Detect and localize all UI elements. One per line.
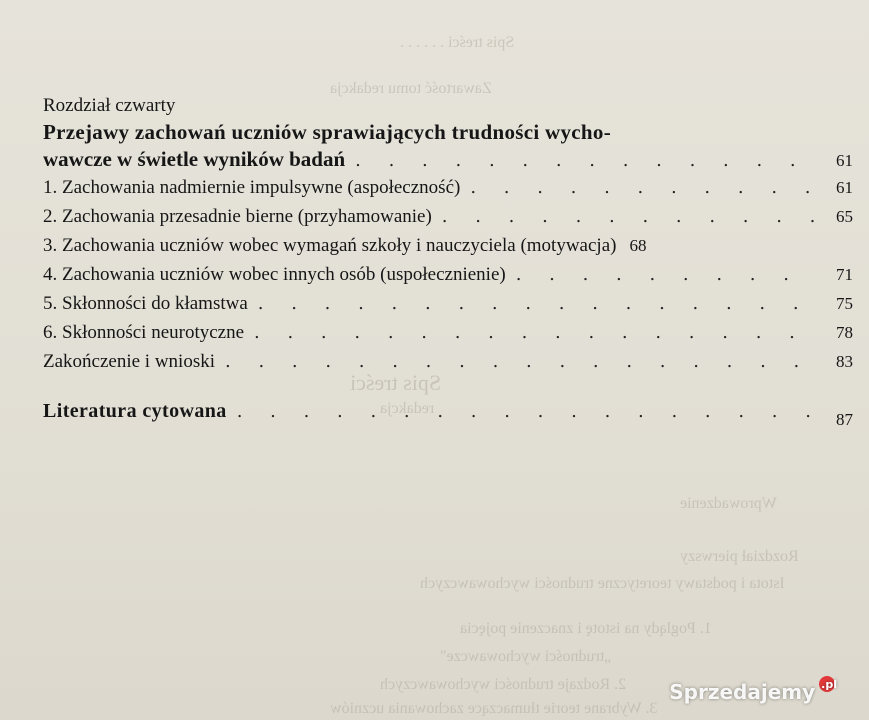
dot-leader: [516, 264, 815, 285]
chapter-title-line: Przejawy zachowań uczniów sprawiających trudności wycho-: [43, 120, 611, 144]
bleed-through-text: Spis treści . . . . . . Zawartość tomu redakcja Spis treści redakcja Wprowadzenie Rozdział pierwszy Istota i podstawy teoretyczne trudności wychowawczych 1. Poglądy na istotę i znaczenie pojęcia „trudności wychowawcze" 2. Rodzaje trudności wychowawczych 3. Wybrane teorie tłumaczące zachowania uczniów: [330, 34, 799, 717]
page-number: 61: [836, 151, 853, 170]
chapter-title: [43, 118, 803, 147]
dot-leader: [237, 401, 815, 422]
page-number: 68: [629, 236, 647, 255]
toc-entry: [43, 293, 853, 322]
table-of-contents: [43, 94, 853, 434]
page-number: 83: [836, 352, 853, 371]
toc-entry: [43, 322, 853, 351]
toc-entry-label: 3. Zachowania uczniów wobec wymagań szkoły i nauczyciela (motywacja): [43, 235, 617, 256]
literature-label: Literatura cytowana: [43, 400, 227, 422]
toc-entry: [43, 264, 853, 293]
dot-leader: [254, 322, 815, 343]
toc-entry-label: 1. Zachowania nadmiernie impulsywne (aspołeczność): [43, 177, 461, 198]
page-number: 65: [836, 207, 853, 226]
page-number: 61: [836, 178, 853, 197]
toc-entry-label: 2. Zachowania przesadnie bierne (przyhamowanie): [43, 206, 432, 227]
page-number: 75: [836, 294, 853, 313]
toc-entry: [43, 206, 853, 235]
dot-leader: [442, 206, 815, 227]
chapter-title-row: [43, 147, 853, 177]
watermark-suffix: .pl: [821, 677, 837, 691]
dot-leader: [470, 177, 815, 198]
chapter-title-line: wawcze w świetle wyników badań: [43, 147, 346, 171]
toc-entry-label: 5. Skłonności do kłamstwa: [43, 293, 248, 314]
dot-leader: [258, 293, 815, 314]
dot-leader: [355, 150, 815, 171]
dot-leader: [225, 351, 815, 372]
page-number: 71: [836, 265, 853, 284]
toc-entry: [43, 177, 853, 206]
page-number: 78: [836, 323, 853, 342]
watermark-text: Sprzedajemy: [669, 680, 816, 704]
toc-entry-label: 4. Zachowania uczniów wobec innych osób (uspołecznienie): [43, 264, 506, 285]
toc-entry-label: 6. Skłonności neurotyczne: [43, 322, 245, 343]
chapter-kicker: Rozdział czwarty: [43, 95, 176, 116]
page-number: 87: [836, 410, 853, 429]
site-watermark: [669, 677, 851, 704]
toc-entry: [43, 351, 853, 380]
toc-literature-entry: [43, 400, 853, 434]
toc-entry-label: Zakończenie i wnioski: [43, 351, 216, 372]
toc-entry: [43, 235, 853, 264]
